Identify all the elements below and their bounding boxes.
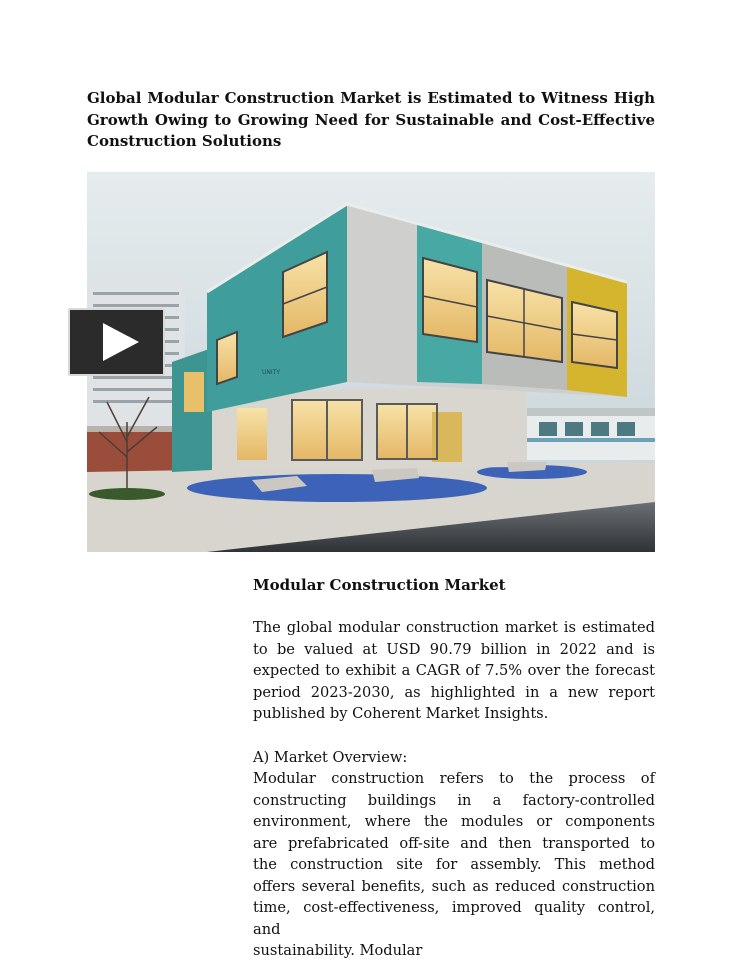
headline-line-3: Construction Solutions	[87, 132, 282, 150]
headline	[87, 88, 655, 153]
paragraph-line: time, cost-effectiveness, improved quality control, and	[253, 899, 655, 938]
section-title: Modular Construction Market	[253, 576, 506, 594]
play-button[interactable]	[68, 308, 165, 376]
play-icon	[70, 310, 163, 374]
modular-building-photo	[87, 172, 655, 552]
headline-line-1: Global Modular Construction Market is Estimated to Witness High	[87, 89, 655, 107]
paragraph-line: offers several benefits, such as reduced construction	[253, 877, 655, 895]
hero-image	[87, 172, 655, 552]
paragraph-line: published by Coherent Market Insights.	[253, 705, 549, 722]
paragraph-line: expected to exhibit a CAGR of 7.5% over the forecast	[253, 662, 655, 679]
paragraph-line: to be valued at USD 90.79 billion in 2022 and is	[253, 640, 655, 658]
overview-heading: A) Market Overview:	[253, 749, 408, 766]
paragraph-line: period 2023-2030, as highlighted in a new report	[253, 683, 655, 701]
market-summary-paragraph	[253, 617, 655, 725]
paragraph-line: sustainability. Modular	[253, 942, 423, 959]
paragraph-line: are prefabricated off-site and then transported to	[253, 834, 655, 852]
paragraph-line: the construction site for assembly. This method	[253, 856, 655, 873]
paragraph-line: The global modular construction market is estimated	[253, 619, 655, 636]
headline-line-2: Growth Owing to Growing Need for Sustainable and Cost-Effective	[87, 110, 655, 129]
paragraph-line: environment, where the modules or components	[253, 813, 655, 830]
paragraph-line: constructing buildings in a factory-controlled	[253, 791, 655, 809]
paragraph-line: Modular construction refers to the process of	[253, 770, 655, 787]
building-sign: UNITY	[262, 369, 280, 376]
market-overview-paragraph	[253, 768, 655, 962]
